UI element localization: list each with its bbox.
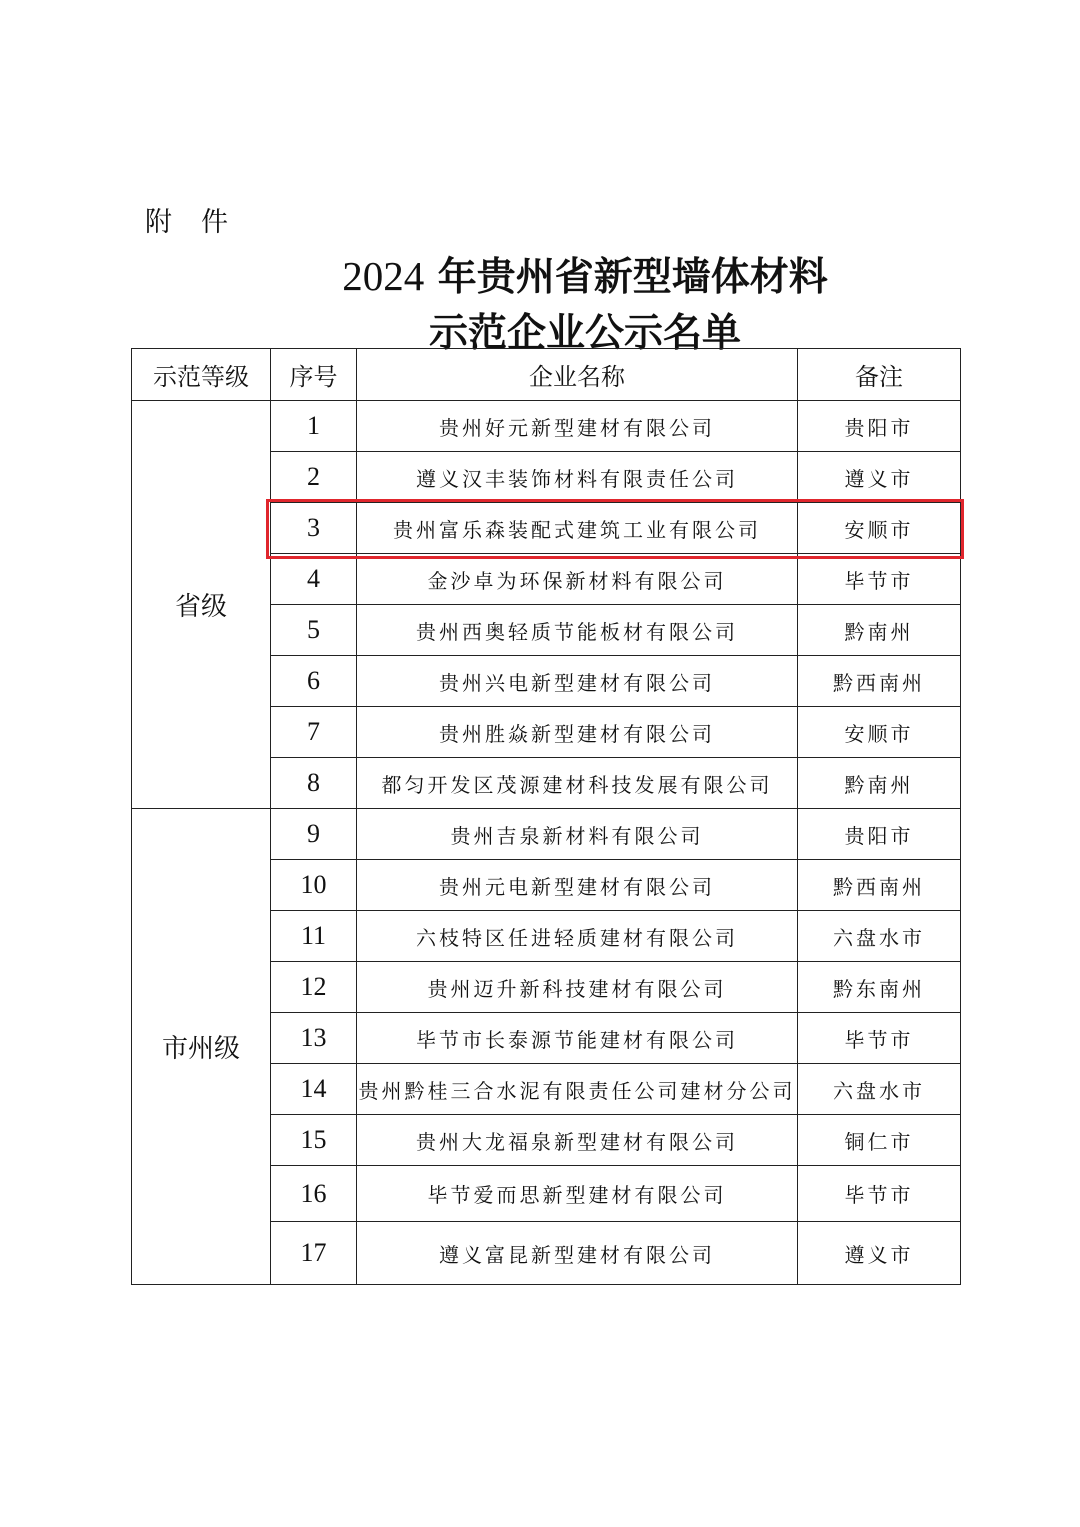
attachment-label: 附 件 — [145, 207, 229, 238]
document-title — [130, 248, 1040, 362]
note-cell: 毕节市 — [798, 1166, 961, 1222]
seq-cell: 16 — [271, 1166, 357, 1222]
company-name-cell: 毕节市长泰源节能建材有限公司 — [357, 1013, 798, 1064]
seq-cell: 11 — [271, 911, 357, 962]
table-row — [132, 809, 961, 860]
note-cell: 毕节市 — [798, 554, 961, 605]
note-cell: 铜仁市 — [798, 1115, 961, 1166]
seq-cell: 7 — [271, 707, 357, 758]
header-note: 备注 — [798, 349, 961, 401]
note-cell: 遵义市 — [798, 452, 961, 503]
note-cell: 安顺市 — [798, 503, 961, 554]
company-name-cell: 金沙卓为环保新材料有限公司 — [357, 554, 798, 605]
company-name-cell: 贵州吉泉新材料有限公司 — [357, 809, 798, 860]
company-name-cell: 贵州迈升新科技建材有限公司 — [357, 962, 798, 1013]
company-name-cell: 贵州好元新型建材有限公司 — [357, 401, 798, 452]
note-cell: 黔西南州 — [798, 656, 961, 707]
table-row — [132, 401, 961, 452]
note-cell: 六盘水市 — [798, 1064, 961, 1115]
company-name-cell: 贵州黔桂三合水泥有限责任公司建材分公司 — [357, 1064, 798, 1115]
seq-cell: 4 — [271, 554, 357, 605]
company-name-cell: 毕节爱而思新型建材有限公司 — [357, 1166, 798, 1222]
header-name: 企业名称 — [357, 349, 798, 401]
company-name-cell: 贵州元电新型建材有限公司 — [357, 860, 798, 911]
note-cell: 安顺市 — [798, 707, 961, 758]
note-cell: 贵阳市 — [798, 809, 961, 860]
note-cell: 遵义市 — [798, 1222, 961, 1285]
seq-cell: 3 — [271, 503, 357, 554]
company-name-cell: 贵州富乐森装配式建筑工业有限公司 — [357, 503, 798, 554]
seq-cell: 10 — [271, 860, 357, 911]
seq-cell: 2 — [271, 452, 357, 503]
level-cell-municipal: 市州级 — [132, 809, 271, 1285]
seq-cell: 5 — [271, 605, 357, 656]
note-cell: 黔东南州 — [798, 962, 961, 1013]
title-year: 2024 — [342, 253, 425, 299]
note-cell: 黔南州 — [798, 605, 961, 656]
note-cell: 黔南州 — [798, 758, 961, 809]
company-name-cell: 遵义汉丰装饰材料有限责任公司 — [357, 452, 798, 503]
table-header-row — [132, 349, 961, 401]
level-cell-provincial: 省级 — [132, 401, 271, 809]
seq-cell: 14 — [271, 1064, 357, 1115]
seq-cell: 13 — [271, 1013, 357, 1064]
company-name-cell: 贵州西奥轻质节能板材有限公司 — [357, 605, 798, 656]
note-cell: 六盘水市 — [798, 911, 961, 962]
note-cell: 贵阳市 — [798, 401, 961, 452]
company-name-cell: 六枝特区任进轻质建材有限公司 — [357, 911, 798, 962]
company-name-cell: 贵州兴电新型建材有限公司 — [357, 656, 798, 707]
seq-cell: 12 — [271, 962, 357, 1013]
seq-cell: 8 — [271, 758, 357, 809]
note-cell: 黔西南州 — [798, 860, 961, 911]
header-level: 示范等级 — [132, 349, 271, 401]
enterprise-table — [131, 348, 961, 1285]
note-cell: 毕节市 — [798, 1013, 961, 1064]
seq-cell: 9 — [271, 809, 357, 860]
company-name-cell: 贵州大龙福泉新型建材有限公司 — [357, 1115, 798, 1166]
title-line-1 — [130, 248, 1040, 306]
title-line-2: 示范企业公示名单 — [428, 311, 741, 356]
title-line1-text: 年贵州省新型墙体材料 — [424, 255, 828, 300]
company-name-cell: 遵义富昆新型建材有限公司 — [357, 1222, 798, 1285]
company-name-cell: 贵州胜焱新型建材有限公司 — [357, 707, 798, 758]
seq-cell: 1 — [271, 401, 357, 452]
header-seq: 序号 — [271, 349, 357, 401]
seq-cell: 15 — [271, 1115, 357, 1166]
company-name-cell: 都匀开发区茂源建材科技发展有限公司 — [357, 758, 798, 809]
seq-cell: 17 — [271, 1222, 357, 1285]
seq-cell: 6 — [271, 656, 357, 707]
